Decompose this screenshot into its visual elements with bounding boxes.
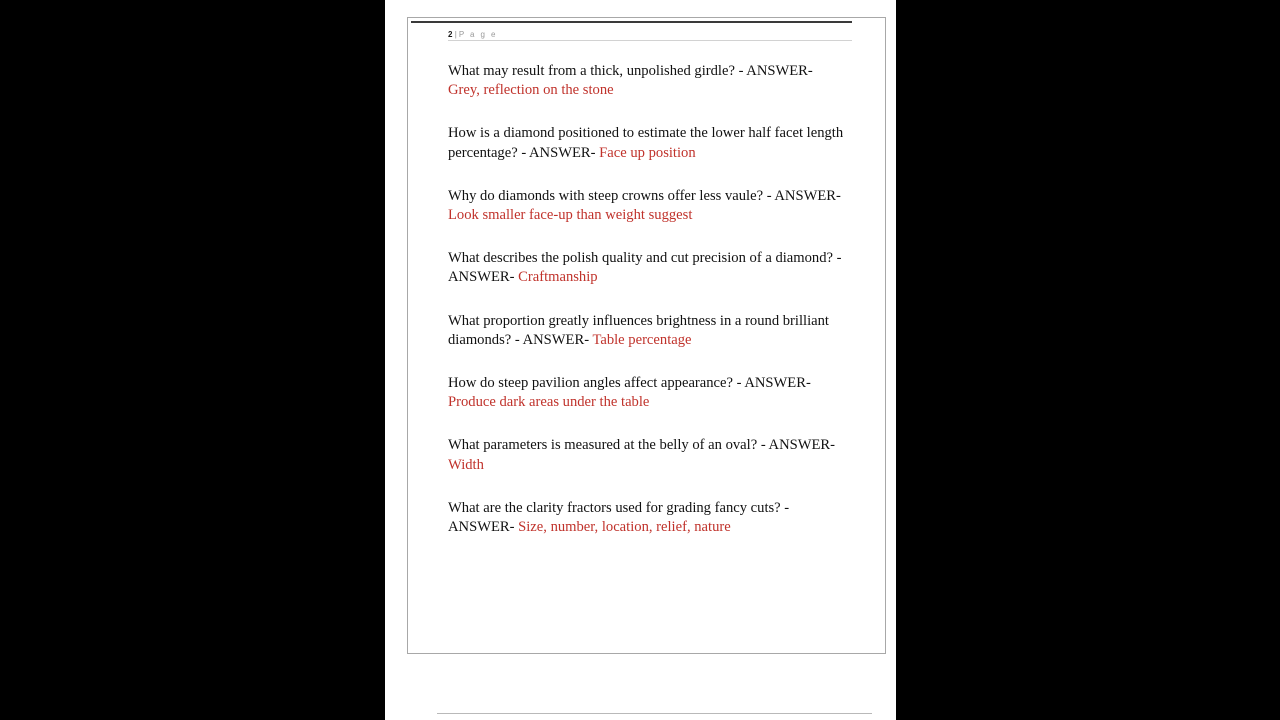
question-text: What parameters is measured at the belly of an oval? - ANSWER- (448, 437, 836, 454)
header-separator: | (454, 30, 457, 39)
qa-block (448, 436, 844, 474)
question-text: What proportion greatly influences brightness in a round brilliant diamonds? - ANSWER- (448, 312, 829, 348)
question-text: How do steep pavilion angles affect appearance? - ANSWER- (448, 375, 811, 392)
question-text: How is a diamond positioned to estimate the lower half facet length percentage? - ANSWER- (448, 125, 844, 161)
question-text: What are the clarity fractors used for grading fancy cuts? - ANSWER- (448, 499, 790, 536)
question-text: What describes the polish quality and cut precision of a diamond? - ANSWER- (448, 250, 842, 286)
question-text: What may result from a thick, unpolished girdle? - ANSWER- (448, 63, 813, 79)
answer-text: Width (448, 456, 484, 473)
qa-block (448, 374, 844, 412)
answer-text: Face up position (599, 144, 696, 161)
header-top-rule (411, 21, 852, 23)
question-text: Why do diamonds with steep crowns offer less vaule? - ANSWER- (448, 187, 841, 204)
answer-text: Look smaller face-up than weight suggest (448, 207, 693, 224)
qa-block (448, 499, 844, 537)
qa-block (448, 312, 844, 350)
document-viewport[interactable] (385, 0, 896, 720)
qa-block (448, 249, 844, 287)
next-page-top-rule (437, 713, 872, 714)
letterbox-bar-left (0, 0, 385, 720)
letterbox-bar-right (896, 0, 1280, 720)
answer-text: Produce dark areas under the table (448, 394, 650, 411)
page-body (448, 62, 844, 537)
answer-text: Table percentage (592, 331, 692, 348)
answer-text: Size, number, location, relief, nature (518, 519, 731, 536)
header-divider-rule (448, 40, 852, 41)
header-page-label: P a g e (458, 30, 498, 39)
answer-text: Grey, reflection on the stone (448, 82, 614, 99)
qa-block (448, 62, 844, 100)
header-page-number: 2 (448, 30, 453, 39)
document-page (407, 17, 886, 654)
qa-block (448, 124, 844, 162)
answer-text: Craftmanship (518, 269, 598, 286)
qa-block (448, 187, 844, 225)
